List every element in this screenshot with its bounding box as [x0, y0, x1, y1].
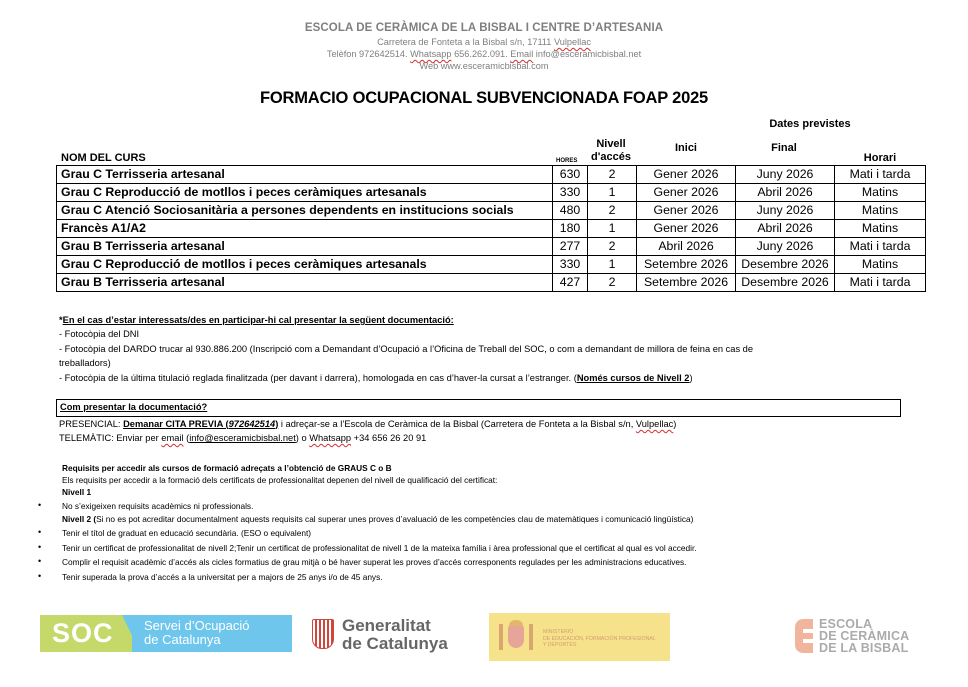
course-schedule: Matins	[835, 202, 926, 220]
escola-line2: DE CERÀMICA	[819, 629, 910, 643]
soc-logo-slash	[122, 615, 140, 652]
cita-previa-phone: 972642514	[228, 419, 276, 429]
presencial-close: )	[673, 419, 677, 429]
documentation-heading-text: En el cas d’estar interessats/des en participar-hi cal presentar la següent documentació:	[62, 315, 454, 325]
level2-label: Nivell 2 (	[62, 514, 97, 524]
ministerio-logo	[489, 613, 670, 661]
presentation-heading-text: Com presentar la documentació?	[60, 402, 208, 412]
table-row	[57, 184, 926, 202]
bullet-icon: •	[38, 527, 42, 537]
doc-item-dardo: - Fotocòpia del DARDO trucar al 930.886.200 (Inscripció com a Demandant d’Ocupació a l’Oficina de Treball del SOC, o com a demandant de millora de feina en cas de	[59, 344, 754, 354]
level2-item: Tenir superada la prova d’accés a la universitat per a majors de 25 anys i/o de 45 anys.	[62, 572, 383, 582]
course-schedule: Mati i tarda	[835, 166, 926, 184]
course-start: Gener 2026	[637, 184, 736, 202]
courses-table	[56, 165, 926, 292]
requirements-intro: Els requisits per accedir a la formació dels certificats de professionalitat depenen del nivell de qualificació del certificat:	[62, 475, 498, 485]
course-end: Desembre 2026	[736, 274, 835, 292]
email-label: Email	[510, 49, 534, 59]
course-start: Abril 2026	[637, 238, 736, 256]
table-row	[57, 238, 926, 256]
ministerio-line3: Y DEPORTES	[543, 642, 577, 648]
titulacio-close: )	[689, 373, 693, 383]
level2-heading	[62, 514, 693, 526]
email-word: email	[161, 433, 184, 443]
course-name: Grau C Reproducció de motllos i peces ceràmiques artesanals	[57, 256, 553, 274]
level-header-line2: d'accés	[591, 151, 631, 163]
column-header-name: NOM DEL CURS	[61, 152, 146, 164]
cita-previa-close: )	[275, 419, 279, 429]
email-value: info@esceramicbisbal.net	[533, 49, 642, 59]
whatsapp-phone: +34 656 26 20 91	[351, 433, 427, 443]
escola-mark-notch	[803, 629, 813, 633]
doc-item-dardo-cont: treballadors)	[59, 358, 111, 368]
crest-pillar-left	[499, 624, 503, 650]
course-schedule: Matins	[835, 220, 926, 238]
course-level: 2	[588, 238, 637, 256]
course-hours: 277	[553, 238, 588, 256]
course-end: Juny 2026	[736, 166, 835, 184]
paren-open: (	[183, 433, 190, 443]
email-link[interactable]: info@esceramicbisbal.net	[189, 433, 296, 443]
cita-previa-link[interactable]	[123, 419, 278, 429]
course-start: Gener 2026	[637, 220, 736, 238]
ministerio-line1: MINISTERIO	[543, 629, 574, 635]
school-name: ESCOLA DE CERÀMICA DE LA BISBAL I CENTRE D’ARTESANIA	[304, 22, 664, 34]
course-level: 1	[588, 184, 637, 202]
document-title: FORMACIO OCUPACIONAL SUBVENCIONADA FOAP 2025	[259, 89, 709, 107]
ministerio-name	[543, 629, 656, 649]
escola-ceramica-logo	[795, 617, 925, 657]
bullet-icon: •	[38, 542, 42, 552]
course-name: Grau C Terrisseria artesanal	[57, 166, 553, 184]
column-header-schedule: Horari	[863, 152, 897, 164]
course-start: Gener 2026	[637, 166, 736, 184]
course-name: Francès A1/A2	[57, 220, 553, 238]
generalitat-name	[342, 617, 448, 653]
column-header-level	[588, 138, 634, 164]
course-hours: 330	[553, 256, 588, 274]
doc-item-dni: - Fotocòpia del DNI	[59, 329, 140, 339]
bullet-icon: •	[38, 571, 42, 581]
course-level: 2	[588, 166, 637, 184]
course-hours: 480	[553, 202, 588, 220]
table-row	[57, 256, 926, 274]
requirements-heading: Requisits per accedir als cursos de formació adreçats a l’obtenció de GRAUS C o B	[62, 463, 392, 473]
whatsapp-word: Whatsapp	[309, 433, 352, 443]
course-end: Desembre 2026	[736, 256, 835, 274]
asterisk: *	[59, 315, 63, 325]
table-row	[57, 202, 926, 220]
school-web: Web www.esceramicbisbal.com	[419, 61, 549, 71]
level2-note: Si no es pot acreditar documentalment aquests requisits cal superar unes proves d’avaluació de les competències clau de matemàtiques i comunicació lingüística)	[96, 514, 694, 524]
doc-item-titulacio	[59, 372, 693, 385]
nivell2-note: Només cursos de Nivell 2	[576, 373, 690, 383]
table-row	[57, 166, 926, 184]
crest-shield	[508, 626, 524, 648]
generalitat-logo	[312, 617, 472, 657]
level2-item: Tenir el títol de graduat en educació secundària. (ESO o equivalent)	[62, 528, 312, 538]
column-header-hours: HORES	[556, 158, 578, 164]
table-row	[57, 220, 926, 238]
course-hours: 427	[553, 274, 588, 292]
course-start: Setembre 2026	[637, 274, 736, 292]
course-hours: 630	[553, 166, 588, 184]
generalitat-line2: de Catalunya	[342, 634, 448, 653]
escola-mark-icon	[795, 619, 813, 653]
level1-item: No s’exigeixen requisits acadèmics ni professionals.	[62, 501, 254, 511]
level2-item: Tenir un certificat de professionalitat de nivell 2;Tenir un certificat de professionalitat de nivell 1 de la mateixa família i àrea professional que el certificat al qual es vol accedir.	[62, 543, 697, 553]
escola-name	[819, 618, 909, 654]
soc-name	[144, 619, 250, 647]
course-end: Abril 2026	[736, 220, 835, 238]
course-name: Grau C Reproducció de motllos i peces ceràmiques artesanals	[57, 184, 553, 202]
address-town: Vulpellac	[553, 37, 591, 47]
table-row	[57, 274, 926, 292]
telematic-label: TELEMÀTIC: Enviar per	[59, 433, 162, 443]
bullet-icon: •	[38, 500, 42, 510]
course-name: Grau B Terrisseria artesanal	[57, 274, 553, 292]
course-schedule: Mati i tarda	[835, 238, 926, 256]
course-level: 2	[588, 274, 637, 292]
level1-label: Nivell 1	[62, 487, 92, 497]
presencial-address: i adreçar-se a l’Escola de Ceràmica de la Bisbal (Carretera de Fonteta a la Bisbal s/n,	[278, 419, 636, 429]
column-header-end: Final	[771, 142, 797, 154]
presencial-label: PRESENCIAL:	[59, 419, 124, 429]
escola-line1: ESCOLA	[819, 617, 873, 631]
course-schedule: Matins	[835, 256, 926, 274]
escola-mark-notch	[803, 639, 813, 643]
level2-item: Complir el requisit acadèmic d’accés als cicles formatius de grau mitjà o bé haver superat les proves d’accés corresponents regulades per les administracions educatives.	[62, 557, 687, 567]
soc-logo	[40, 615, 292, 652]
address-text: Carretera de Fonteta a la Bisbal s/n, 17111	[377, 37, 554, 47]
phone-text: Telèfon 972642514.	[326, 49, 411, 59]
escola-line3: DE LA BISBAL	[819, 641, 909, 655]
course-schedule: Matins	[835, 184, 926, 202]
generalitat-line1: Generalitat	[342, 616, 431, 635]
whatsapp-label: Whatsapp	[410, 49, 452, 59]
course-hours: 330	[553, 184, 588, 202]
column-header-start: Inici	[674, 142, 697, 154]
ministerio-line2: DE EDUCACIÓN, FORMACIÓN PROFESIONAL	[543, 635, 656, 642]
paren-close: ) o	[295, 433, 310, 443]
presentation-heading	[60, 401, 207, 414]
crest-pillar-right	[529, 624, 533, 650]
spain-coat-of-arms-icon	[499, 620, 533, 654]
level-header-line1: Nivell	[596, 138, 626, 150]
whatsapp-number: 656.262.091.	[451, 49, 511, 59]
course-start: Gener 2026	[637, 202, 736, 220]
documentation-heading	[59, 314, 454, 327]
school-contact	[0, 49, 968, 60]
course-level: 2	[588, 202, 637, 220]
cita-previa-text: Demanar CITA PREVIA (	[123, 419, 229, 429]
course-hours: 180	[553, 220, 588, 238]
course-name: Grau B Terrisseria artesanal	[57, 238, 553, 256]
course-schedule: Mati i tarda	[835, 274, 926, 292]
course-end: Abril 2026	[736, 184, 835, 202]
course-name: Grau C Atenció Sociosanitària a persones dependents en institucions socials	[57, 202, 553, 220]
telematic-line	[59, 432, 426, 445]
school-address	[0, 37, 968, 48]
presencial-town: Vulpellac	[635, 419, 674, 429]
soc-name-line2: de Catalunya	[144, 632, 221, 647]
dates-group-header: Dates previstes	[769, 118, 851, 130]
course-level: 1	[588, 256, 637, 274]
bullet-icon: •	[38, 556, 42, 566]
course-start: Setembre 2026	[637, 256, 736, 274]
course-end: Juny 2026	[736, 238, 835, 256]
soc-abbr: SOC	[52, 618, 114, 648]
soc-name-line1: Servei d’Ocupació	[144, 618, 250, 633]
presencial-line	[59, 418, 676, 431]
course-end: Juny 2026	[736, 202, 835, 220]
titulacio-text: - Fotocòpia de la última titulació reglada finalitzada (per davant i darrera), homologada en cas d’haver-la cursat a l’estranger. (	[59, 373, 577, 383]
course-level: 1	[588, 220, 637, 238]
generalitat-shield-icon	[312, 619, 334, 649]
